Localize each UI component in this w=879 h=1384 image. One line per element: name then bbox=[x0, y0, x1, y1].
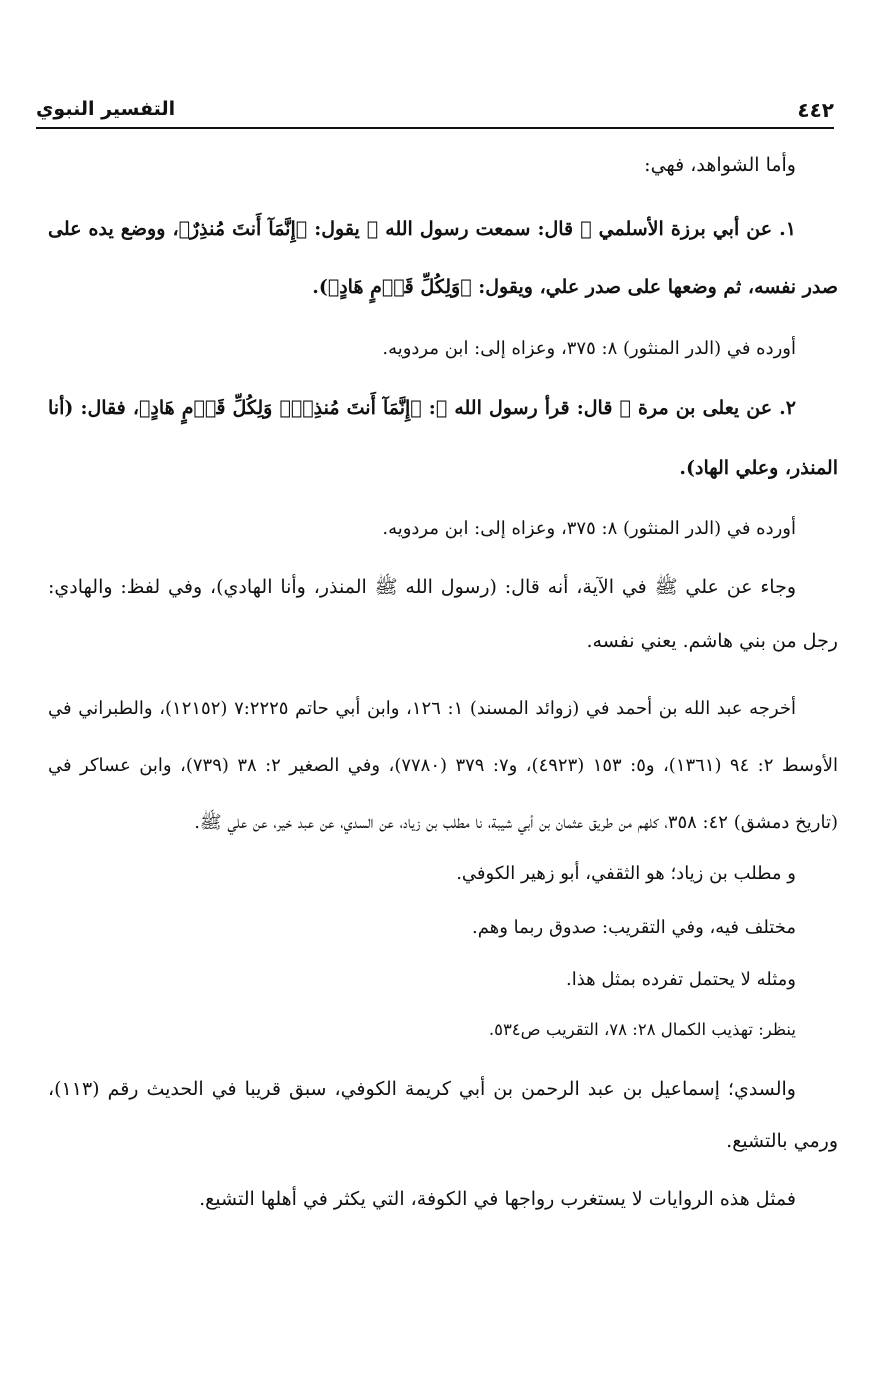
witness-2-text-b: ، فقال: (أنا المنذر، وعلي الهاد). bbox=[48, 397, 838, 479]
item-number: ١. bbox=[779, 218, 796, 240]
page-number: ٤٤٢ bbox=[797, 98, 834, 122]
narrator-suddi bbox=[48, 1063, 838, 1167]
narrator-note-text: و مطلب بن زياد؛ هو الثقفي، أبو زهير الكوفي. bbox=[456, 863, 796, 884]
source-note-text: أورده في (الدر المنثور) ٨: ٣٧٥، وعزاه إلى: ابن مردويه. bbox=[382, 518, 796, 539]
ruling-paragraph bbox=[48, 965, 838, 995]
header-rule bbox=[36, 127, 834, 129]
main-text bbox=[48, 150, 838, 1215]
takhrij-text: أخرجه عبد الله بن أحمد في (زوائد المسند) ١: ١٢٦، وابن أبي حاتم ٧:٢٢٢٥ (١٢١٥٢)، والطبراني في الأوسط ٢: ٩٤ (١٣٦١)، و٥: ١٥٣ (٤٩٢٣)، و٧: ٣٧٩ (٧٧٨٠)، وفي الصغير ٢: ٣٨ (٧٣٩)، وابن عساكر في (تاريخ دمشق) ٤٢: ٣٥٨، كلهم من طريق عثمان بن أبي شيبة، نا مطلب بن زياد، عن السدي، عن عبد خير، عن علي ﷺ. bbox=[48, 698, 838, 833]
quran-verse: ﴿إِنَّمَآ أَنتَ مُنذِرٌ﴾ bbox=[178, 218, 308, 240]
witness-2 bbox=[48, 378, 838, 498]
item-number: ٢. bbox=[779, 397, 796, 419]
grading-text: مختلف فيه، وفي التقريب: صدوق ربما وهم. bbox=[472, 917, 796, 938]
reference-text: ينظر: تهذيب الكمال ٢٨: ٧٨، التقريب ص٥٣٤. bbox=[488, 1020, 796, 1039]
intro-paragraph bbox=[48, 150, 838, 180]
source-note-1 bbox=[48, 334, 838, 364]
witness-1-text-c: ). bbox=[312, 276, 328, 298]
suddi-text: والسدي؛ إسماعيل بن عبد الرحمن بن أبي كريمة الكوفي، سبق قريبا في الحديث رقم (١١٣)، ورمي بالتشيع. bbox=[48, 1078, 838, 1152]
narrator-grading bbox=[48, 913, 838, 943]
conclusion-paragraph bbox=[48, 1183, 838, 1215]
quran-verse: ﴿وَلِكُلِّ قَوۡمٍ هَادٍ﴾ bbox=[327, 276, 472, 298]
quran-verse: ﴿إِنَّمَآ أَنتَ مُنذِرٌۖ وَلِكُلِّ قَوۡمٍ هَادٍ﴾ bbox=[138, 397, 422, 419]
conclusion-text: فمثل هذه الروايات لا يستغرب رواجها في الكوفة، التي يكثر في أهلها التشيع. bbox=[199, 1188, 796, 1210]
witness-2-text-a: عن يعلى بن مرة ﷺ قال: قرأ رسول الله ﷺ: bbox=[421, 397, 773, 419]
reference-paragraph bbox=[48, 1015, 838, 1045]
running-title: التفسير النبوي bbox=[36, 98, 176, 120]
running-head bbox=[36, 98, 834, 128]
ali-report-paragraph bbox=[48, 560, 838, 668]
ruling-text: ومثله لا يحتمل تفرده بمثل هذا. bbox=[566, 969, 796, 990]
witness-1 bbox=[48, 200, 838, 316]
source-note-text: أورده في (الدر المنثور) ٨: ٣٧٥، وعزاه إلى: ابن مردويه. bbox=[382, 338, 796, 359]
takhrij-paragraph bbox=[48, 680, 838, 851]
witness-1-text-b: ، ووضع يده على صدر نفسه، ثم وضعها على صدر علي، ويقول: bbox=[48, 218, 838, 298]
witness-1-text-a: عن أبي برزة الأسلمي ﷺ قال: سمعت رسول الله ﷺ يقول: bbox=[307, 218, 773, 240]
ali-report-text: وجاء عن علي ﷺ في الآية، أنه قال: (رسول الله ﷺ المنذر، وأنا الهادي)، وفي لفظ: والهادي: رجل من بني هاشم. يعني نفسه. bbox=[48, 576, 838, 652]
narrator-mutallib bbox=[48, 859, 838, 889]
source-note-2 bbox=[48, 514, 838, 544]
intro-text: وأما الشواهد، فهي: bbox=[644, 154, 796, 176]
